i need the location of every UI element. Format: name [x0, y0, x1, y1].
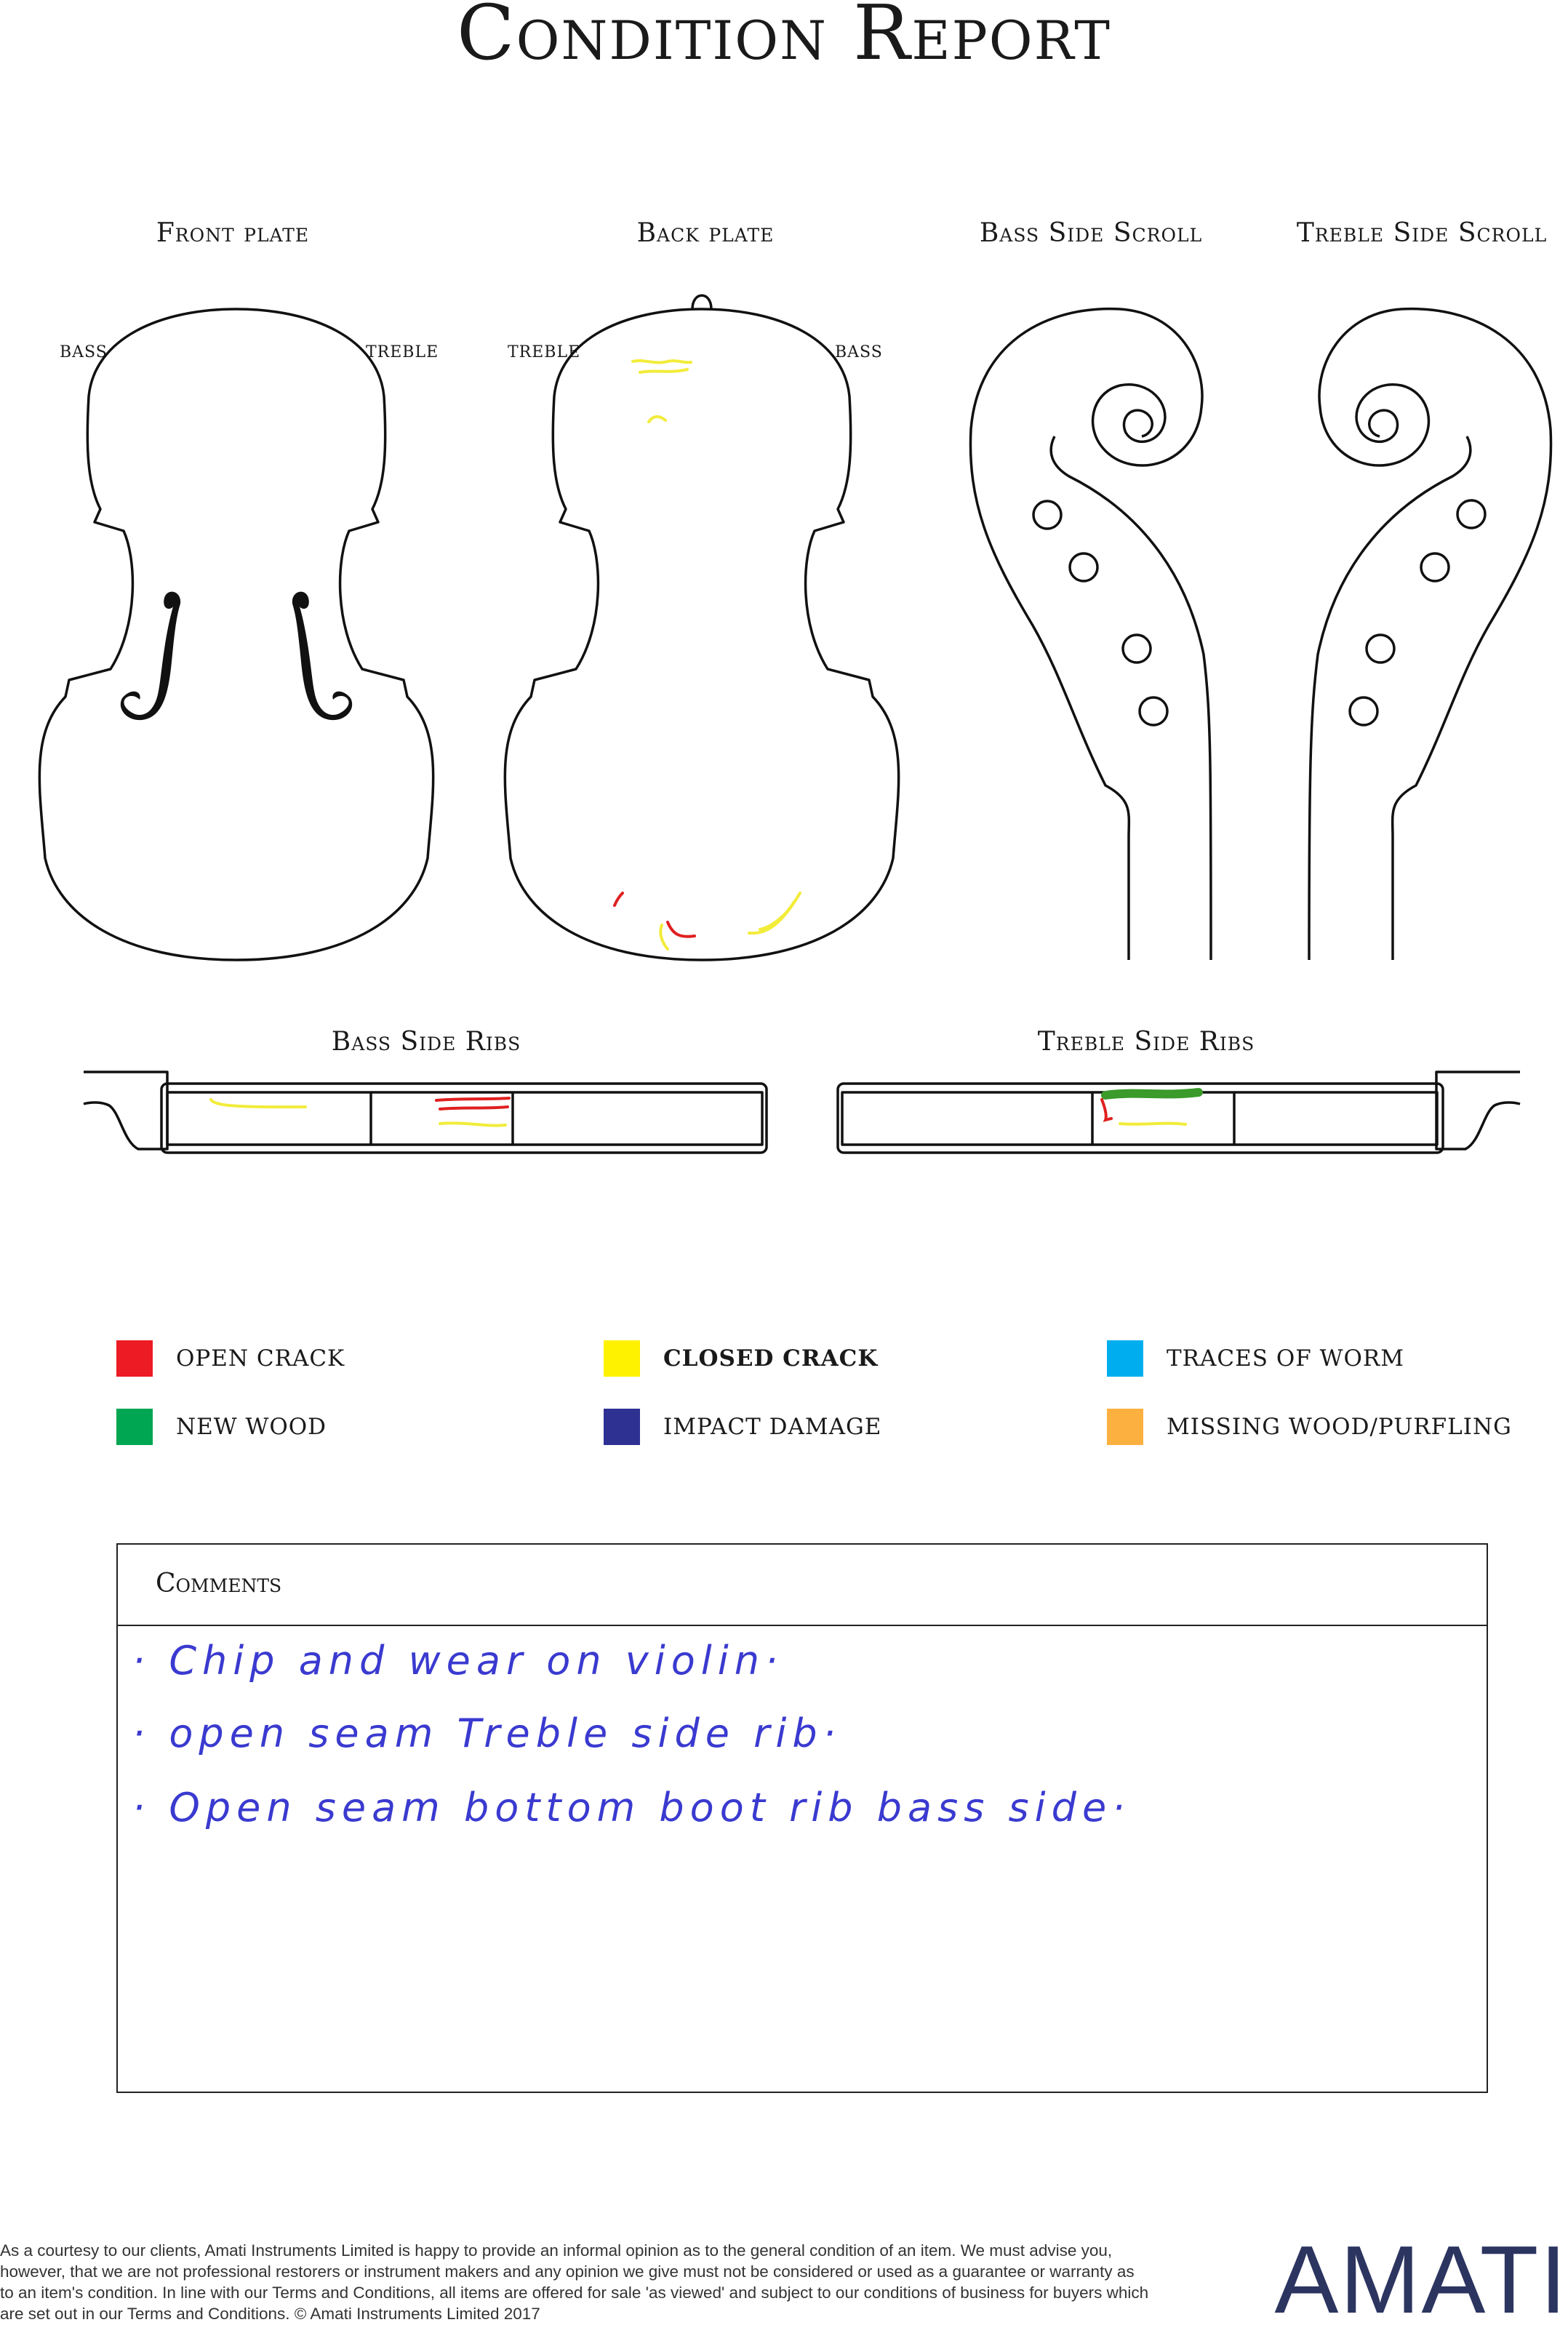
treble-scroll-peg-hole [1350, 697, 1377, 725]
legend-label: TRACES OF WORM [1167, 1345, 1404, 1372]
heading-treble-side-ribs: Treble Side Ribs [1037, 1027, 1255, 1057]
treble-scroll-peg-hole [1457, 500, 1485, 528]
legend-label: OPEN CRACK [176, 1345, 345, 1372]
legend-open-crack [116, 1340, 345, 1377]
legend-swatch-yellow [604, 1340, 640, 1377]
heading-front-plate: Front plate [156, 218, 310, 248]
legend-closed-crack [604, 1340, 878, 1377]
legend-label: IMPACT DAMAGE [663, 1414, 882, 1440]
comment-line: · Chip and wear on violin· [132, 1638, 784, 1684]
heading-bass-side-ribs: Bass Side Ribs [331, 1027, 521, 1057]
legend-label: CLOSED CRACK [663, 1345, 879, 1372]
bass-scroll-peg-hole [1123, 635, 1151, 663]
back-plate-button [692, 295, 711, 309]
legend-swatch-red [116, 1340, 153, 1377]
front-plate-outline [39, 309, 433, 960]
treble-scroll-peg-hole [1367, 635, 1394, 663]
heading-treble-side-scroll: Treble Side Scroll [1296, 218, 1548, 248]
legend-impact-damage [604, 1409, 881, 1445]
legend-label: MISSING WOOD/PURFLING [1167, 1414, 1512, 1440]
treble-scroll-inner [1309, 436, 1471, 960]
legend-traces-of-worm [1107, 1340, 1404, 1377]
bass-ribs-outline [84, 1072, 167, 1149]
back-plate-outline [505, 309, 898, 960]
bass-scroll-peg-hole [1140, 697, 1167, 725]
heading-back-plate: Back plate [636, 218, 775, 248]
legend-swatch-green [116, 1409, 153, 1445]
legend-missing-wood [1107, 1409, 1512, 1445]
bass-ribs-frame [161, 1084, 767, 1153]
comment-line: · open seam Treble side rib· [132, 1710, 841, 1756]
treble-scroll-outline [1319, 309, 1551, 960]
treble-ribs-outline [1436, 1072, 1520, 1149]
legend-new-wood [116, 1409, 327, 1445]
page-title: Condition Report [457, 0, 1111, 65]
comments-box[interactable] [116, 1543, 1488, 2093]
legend-swatch-blue [1107, 1340, 1143, 1377]
legend-swatch-orange [1107, 1409, 1143, 1445]
back-plate-bass-label: BASS [835, 343, 883, 361]
legend-label: NEW WOOD [176, 1414, 327, 1440]
disclaimer-text: As a courtesy to our clients, Amati Instruments Limited is happy to provide an informal opinion as to the general condition of an item. We must advise you, however, that we are not professional restorers or instrument makers and any opinion we give must not be considered or used as a guarantee or warranty as to an item's condition. In line with our Terms and Conditions, all items are offered for sale 'as viewed' and subject to our conditions of business for buyers which are set out in our Terms and Conditions. © Amati Instruments Limited 2017 [0, 2241, 1149, 2323]
comments-header: Comments [118, 1545, 1487, 1626]
damage-markings [211, 361, 1199, 1178]
heading-bass-side-scroll: Bass Side Scroll [979, 218, 1203, 248]
bass-scroll-peg-hole [1033, 501, 1061, 529]
front-plate-bass-label: BASS [60, 343, 108, 361]
treble-scroll-peg-hole [1421, 553, 1449, 581]
brand-logo: AMATI [1274, 2226, 1568, 2333]
bass-scroll-outline [970, 309, 1202, 960]
front-plate-treble-label: TREBLE [366, 343, 439, 361]
comment-line: · Open seam bottom boot rib bass side· [132, 1785, 1131, 1830]
bass-scroll-peg-hole [1070, 553, 1097, 581]
legend-swatch-navy [604, 1409, 640, 1445]
treble-ribs-inner [842, 1092, 1437, 1145]
back-plate-treble-label: TREBLE [508, 343, 581, 361]
f-holes [121, 592, 352, 721]
bass-scroll-inner [1051, 436, 1211, 960]
